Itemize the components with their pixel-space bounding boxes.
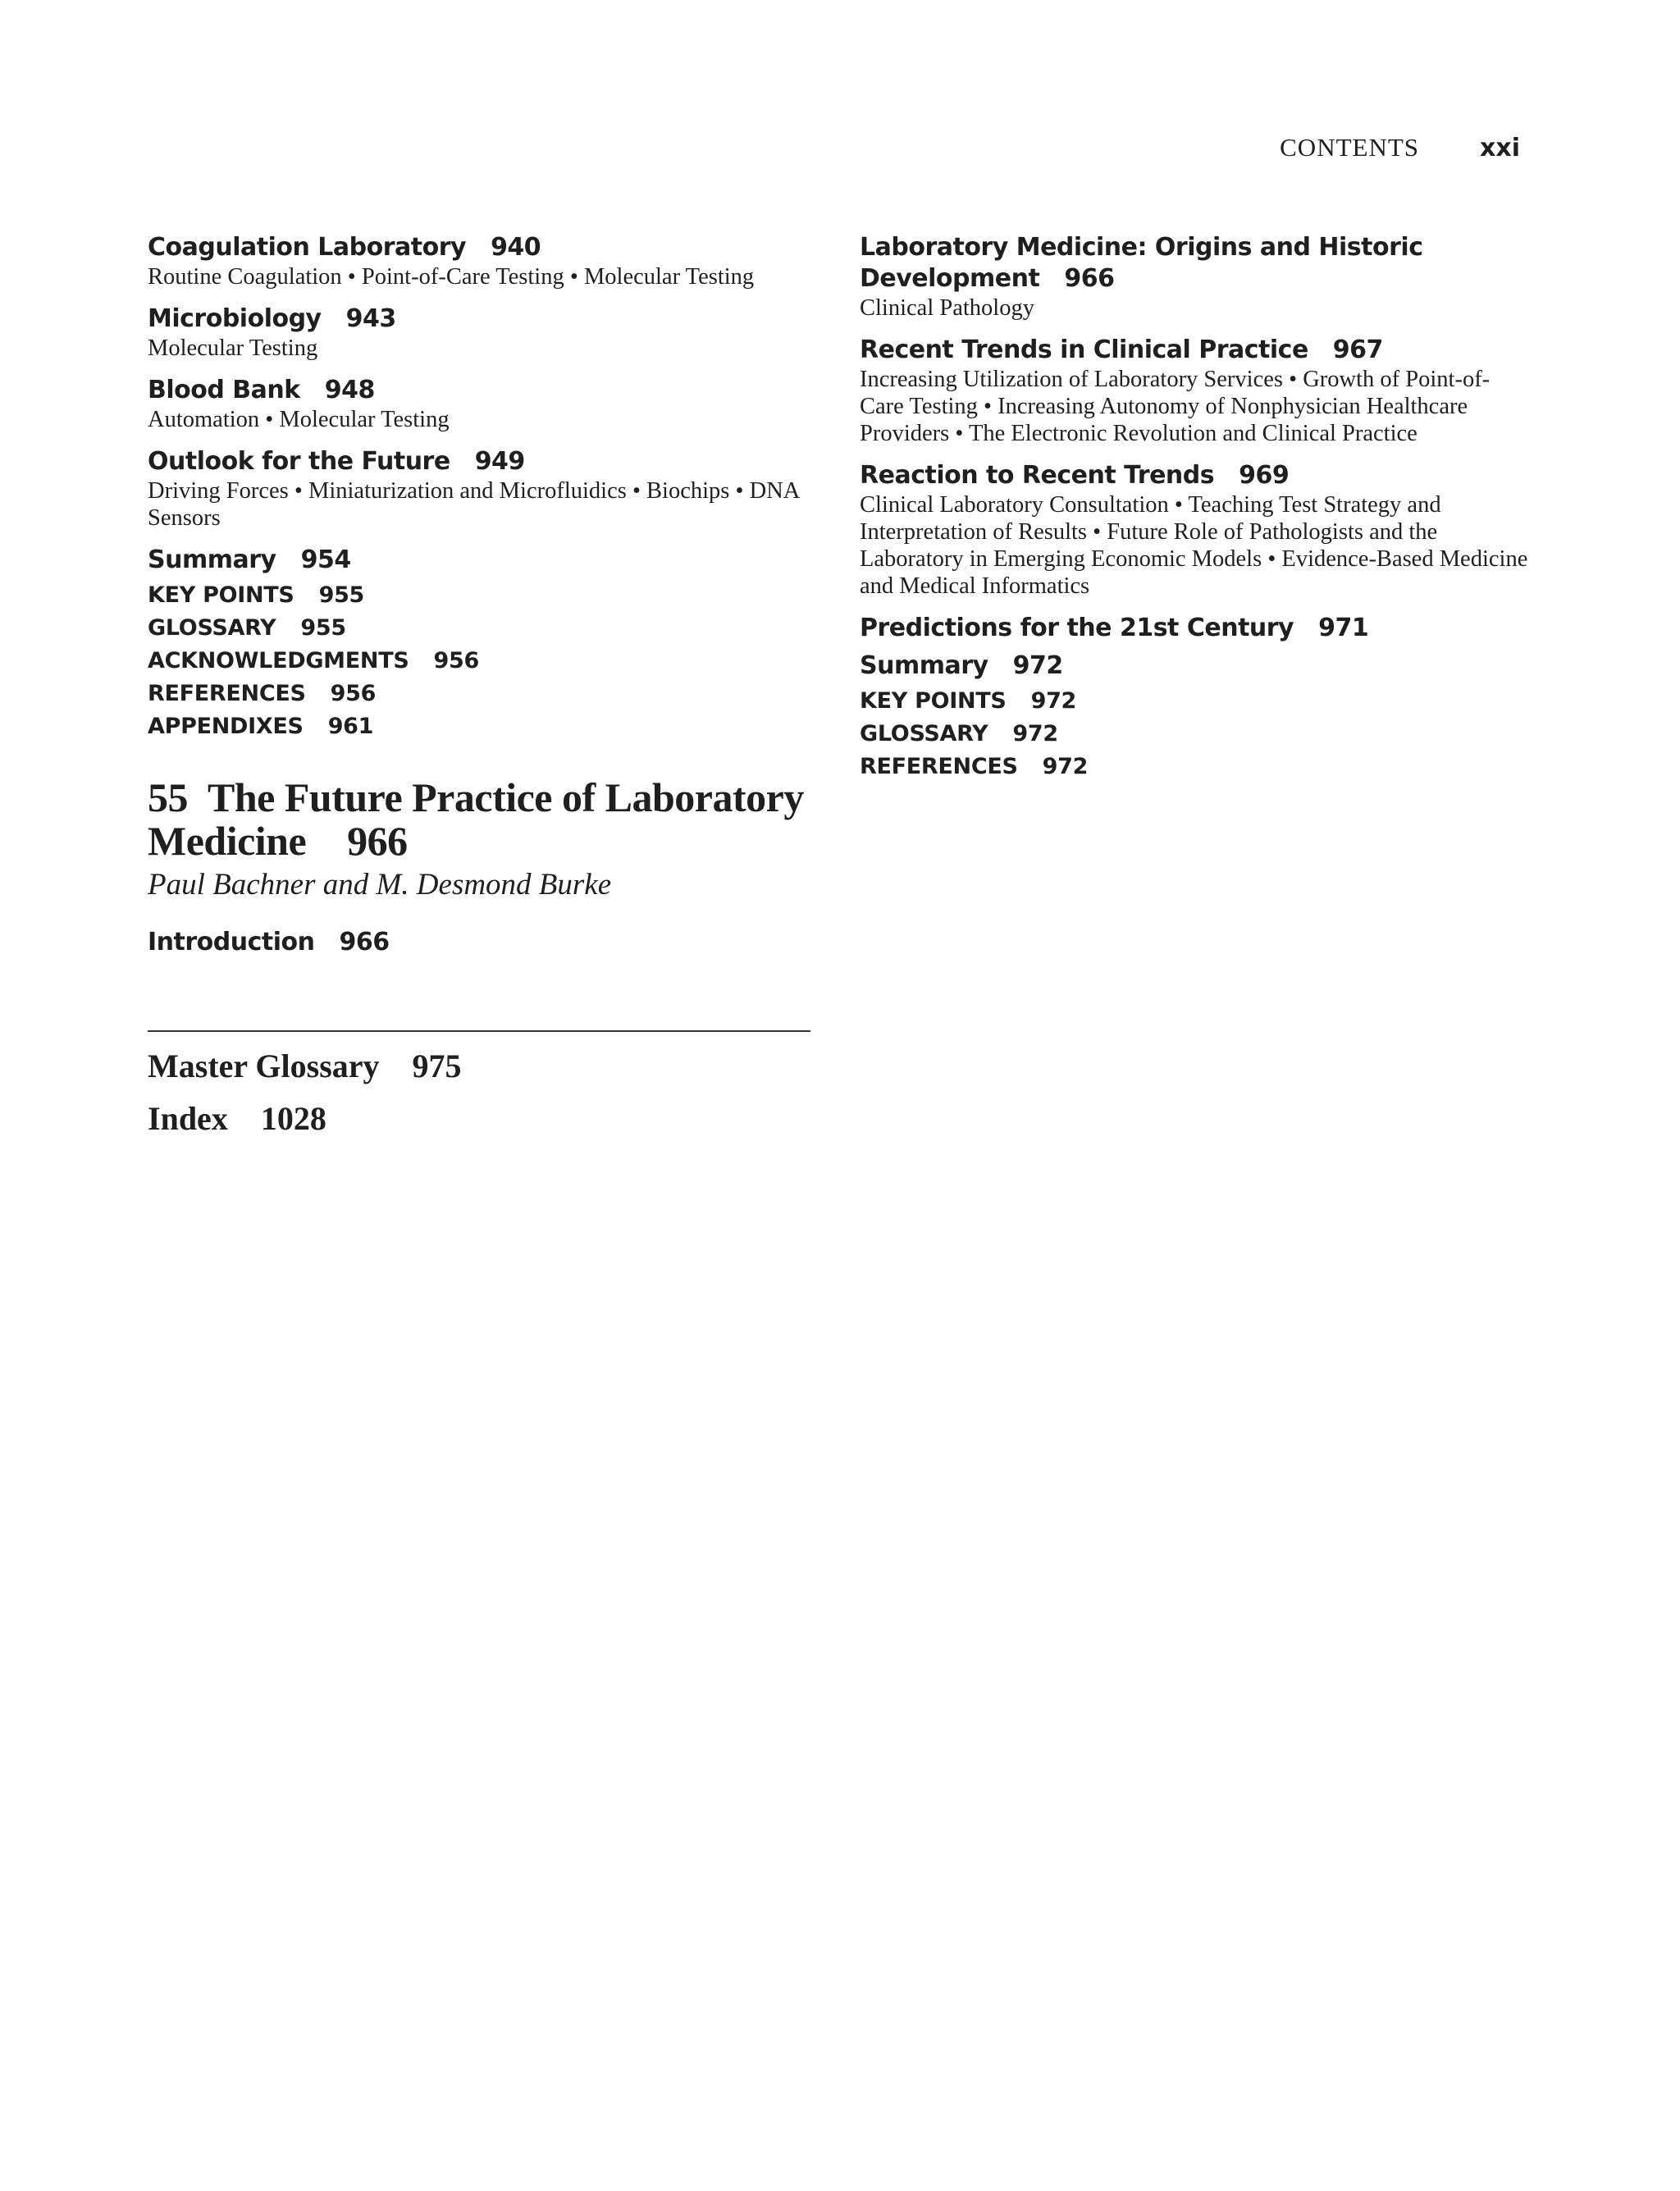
back-matter-item: ACKNOWLEDGMENTS 956 — [148, 648, 479, 673]
back-matter-item: REFERENCES 972 — [860, 754, 1089, 779]
toc-section — [148, 304, 812, 362]
chapter-title-line1: The Future Practice of Laboratory — [208, 774, 804, 820]
toc-section — [148, 375, 812, 433]
header-label: CONTENTS — [1280, 133, 1420, 162]
toc-section — [148, 545, 812, 576]
section-topics: Driving Forces • Miniaturization and Microfluidics • Biochips • DNA Sensors — [148, 478, 799, 531]
section-page: 969 — [1239, 461, 1290, 490]
divider — [148, 1030, 810, 1032]
section-topics: Molecular Testing — [148, 335, 318, 361]
section-page: 971 — [1318, 614, 1369, 642]
section-title: Outlook for the Future — [148, 447, 450, 476]
section-page: 940 — [491, 233, 541, 262]
section-title: Blood Bank — [148, 376, 300, 404]
section-title: Reaction to Recent Trends — [860, 461, 1215, 490]
section-title: Microbiology — [148, 304, 322, 333]
left-column — [148, 232, 812, 1145]
chapter-authors: Paul Bachner and M. Desmond Burke — [148, 868, 612, 902]
section-title-line1: Laboratory Medicine: Origins and Historic — [860, 233, 1423, 262]
end-matter-item: Master Glossary 975 — [148, 1048, 462, 1084]
back-matter-item: APPENDIXES 961 — [148, 714, 374, 739]
section-page: 972 — [1012, 651, 1063, 680]
section-page: 948 — [324, 376, 375, 404]
right-column — [860, 232, 1532, 783]
section-topics: Increasing Utilization of Laboratory Services • Growth of Point-of-Care Testing • Increasing Autonomy of Nonphysician Healthcare Providers • The Electronic Revolution and Clinical Practice — [860, 367, 1491, 446]
section-topics: Clinical Pathology — [860, 295, 1034, 321]
chapter-page: 966 — [347, 818, 408, 864]
toc-section — [148, 927, 812, 958]
toc-section — [860, 650, 1532, 682]
section-title-line2: Development — [860, 264, 1040, 293]
toc-section — [860, 335, 1532, 447]
section-page: 966 — [339, 928, 390, 956]
section-page: 967 — [1332, 335, 1383, 364]
section-topics: Routine Coagulation • Point-of-Care Testing • Molecular Testing — [148, 264, 755, 290]
toc-section — [148, 446, 812, 532]
chapter-title-line2: Medicine — [148, 818, 307, 864]
section-topics: Automation • Molecular Testing — [148, 407, 450, 432]
section-title: Summary — [860, 651, 988, 680]
back-matter-item: GLOSSARY 972 — [860, 721, 1058, 746]
chapter-number: 55 — [148, 774, 188, 820]
back-matter-item: GLOSSARY 955 — [148, 615, 346, 641]
back-matter-item: KEY POINTS 955 — [148, 582, 365, 608]
toc-section — [860, 232, 1532, 322]
toc-section — [860, 460, 1532, 600]
section-title: Summary — [148, 545, 276, 574]
toc-section — [860, 613, 1532, 644]
section-title: Predictions for the 21st Century — [860, 614, 1294, 642]
section-title: Introduction — [148, 928, 315, 956]
section-page: 954 — [300, 545, 351, 574]
header-page-number: xxi — [1480, 134, 1520, 162]
section-page: 949 — [474, 447, 525, 476]
toc-section — [148, 232, 812, 290]
back-matter-item: KEY POINTS 972 — [860, 688, 1077, 714]
section-topics: Clinical Laboratory Consultation • Teaching Test Strategy and Interpretation of Results • Future Role of Pathologists and the Laboratory in Emerging Economic Models • Evidence-Based Medicine and Medical Informatics — [860, 492, 1528, 599]
section-title: Recent Trends in Clinical Practice — [860, 335, 1308, 364]
running-header — [1280, 133, 1520, 162]
back-matter-item: REFERENCES 956 — [148, 681, 377, 706]
section-title: Coagulation Laboratory — [148, 233, 467, 262]
chapter-entry — [148, 776, 812, 958]
section-page: 943 — [345, 304, 396, 333]
chapter-title — [148, 776, 812, 863]
section-page: 966 — [1064, 264, 1115, 293]
end-matter-item: Index 1028 — [148, 1100, 326, 1137]
